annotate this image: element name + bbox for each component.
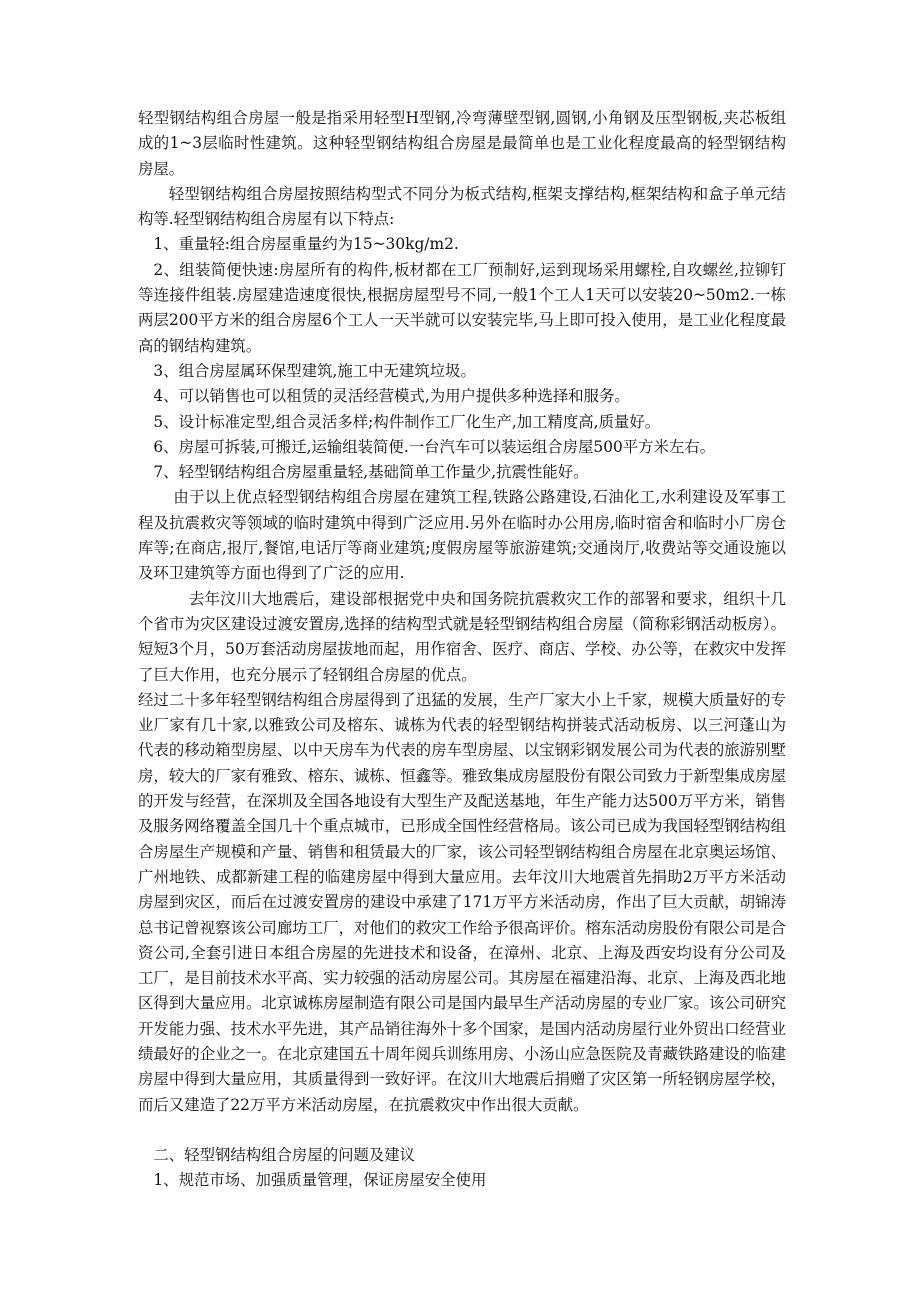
intro-paragraph: 轻型钢结构组合房屋一般是指采用轻型H型钢,冷弯薄壁型钢,圆钢,小角钢及压型钢板,夹芯板组成的1~3层临时性建筑。这种轻型钢结构组合房屋是最简单也是工业化程度最高的轻型钢结构房屋。: [138, 109, 786, 178]
industry-paragraph: 经过二十多年轻型钢结构组合房屋得到了迅猛的发展，生产厂家大小上千家，规模大质量好的专业厂家有几十家,以雅致公司及榕东、诚栋为代表的轻型钢结构拼装式活动板房、以三河蓬山为代表的移动箱型房屋、以中天房车为代表的房车型房屋、以宝钢彩钢发展公司为代表的旅游别墅房，较大的厂家有雅致、榕东、诚栋、恒鑫等。雅致集成房屋股份有限公司致力于新型集成房屋的开发与经营，在深圳及全国各地设有大型生产及配送基地，年生产能力达500万平方米，销售及服务网络覆盖全国几十个重点城市，已形成全国性经营格局。该公司已成为我国轻型钢结构组合房屋生产规模和产量、销售和租赁最大的厂家，该公司轻型钢结构组合房屋在北京奥运场馆、广州地铁、成都新建工程的临建房屋中得到大量应用。去年汶川大地震首先捐助2万平方米活动房屋到灾区，而后在过渡安置房的建设中承建了171万平方米活动房，作出了巨大贡献，胡锦涛总书记曾视察该公司廊坊工厂，对他们的救灾工作给予很高评价。榕东活动房股份有限公司是合资公司,全套引进日本组合房屋的先进技术和设备，在漳州、北京、上海及西安均设有分公司及工厂，是目前技术水平高、实力较强的活动房屋公司。其房屋在福建沿海、北京、上海及西北地区得到大量应用。北京诚栋房屋制造有限公司是国内最早生产活动房屋的专业厂家。该公司研究开发能力强、技术水平先进，其产品销往海外十多个国家，是国内活动房屋行业外贸出口经营业绩最好的企业之一。在北京建国五十周年阅兵训练用房、小汤山应急医院及青藏铁路建设的临建房屋中得到大量应用，其质量得到一致好评。在汶川大地震后捐赠了灾区第一所轻钢房屋学校，而后又建造了22万平方米活动房屋，在抗震救灾中作出很大贡献。: [138, 690, 786, 1114]
classification-paragraph: 轻型钢结构组合房屋按照结构型式不同分为板式结构,框架支撑结构,框架结构和盒子单元结构等.轻型钢结构组合房屋有以下特点:: [138, 184, 786, 229]
feature-item-6: 6、房屋可拆装,可搬迁,运输组装简便.一台汽车可以装运组合房屋500平方米左右。: [153, 437, 716, 456]
section-spacer: [138, 1118, 786, 1143]
feature-item-2: 2、组装简便快速:房屋所有的构件,板材都在工厂预制好,运到现场采用螺栓,自攻螺丝,拉铆钉等连接件组装.房屋建造速度很快,根据房屋型号不同,一般1个工人1天可以安装20~50m2.一栋两层200平方米的组合房屋6个工人一天半就可以安装完毕,马上即可投入使用，是工业化程度最高的钢结构建筑。: [138, 260, 786, 355]
feature-item-7: 7、轻型钢结构组合房屋重量轻,基础简单工作量少,抗震性能好。: [153, 463, 589, 482]
document-body: [138, 106, 786, 1193]
applications-paragraph: 由于以上优点轻型钢结构组合房屋在建筑工程,铁路公路建设,石油化工,水利建设及军事工程及抗震救灾等领域的临时建筑中得到广泛应用.另外在临时办公用房,临时宿舍和临时小厂房仓库等;在商店,报厅,餐馆,电话厅等商业建筑;度假房屋等旅游建筑;交通岗厅,收费站等交通设施以及环卫建筑等方面也得到了广泛的应用.: [138, 488, 786, 583]
earthquake-paragraph: 去年汶川大地震后，建设部根据党中央和国务院抗震救灾工作的部署和要求，组织十几个省市为灾区建设过渡安置房,选择的结构型式就是轻型钢结构组合房屋（简称彩钢活动板房）。短短3个月，50万套活动房屋拔地而起，用作宿舍、医疗、商店、学校、办公等，在救灾中发挥了巨大作用，也充分展示了轻钢组合房屋的优点。: [138, 589, 786, 684]
feature-item-4: 4、可以销售也可以租赁的灵活经营模式,为用户提供多种选择和服务。: [153, 387, 630, 406]
feature-item-5: 5、设计标准定型,组合灵活多样;构件制作工厂化生产,加工精度高,质量好。: [153, 412, 661, 431]
section2-heading: 二、轻型钢结构组合房屋的问题及建议: [153, 1145, 416, 1164]
feature-item-3: 3、组合房屋属环保型建筑,施工中无建筑垃圾。: [153, 361, 476, 380]
section2-item-1: 1、规范市场、加强质量管理，保证房屋安全使用: [153, 1171, 487, 1190]
feature-item-1: 1、重量轻:组合房屋重量约为15~30kg/m2.: [153, 235, 459, 254]
